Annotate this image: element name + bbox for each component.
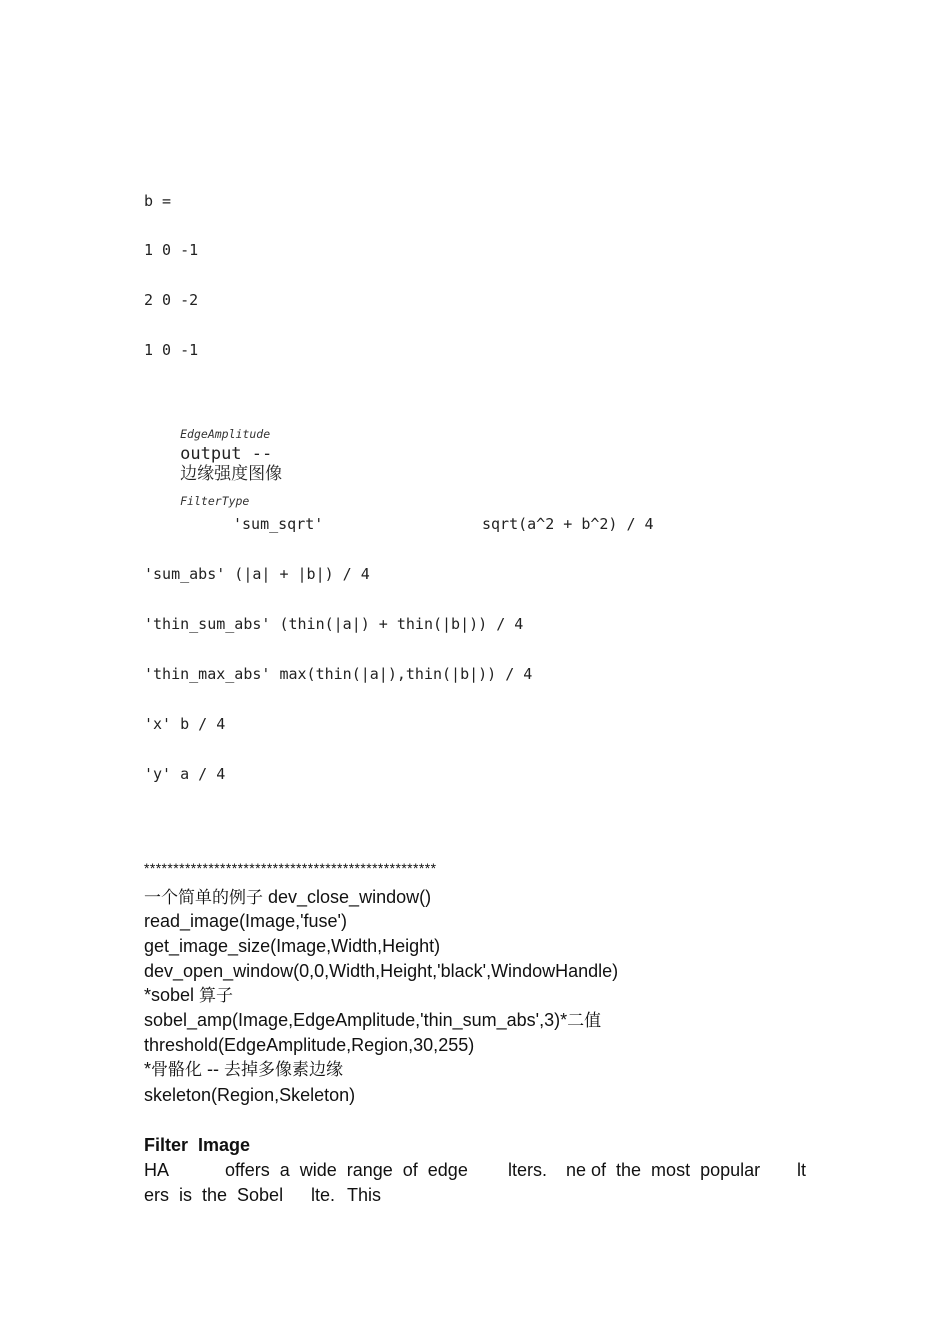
edge-amplitude-desc-cn: 边缘强度图像	[180, 464, 283, 484]
matrix-label: b =	[144, 192, 172, 210]
edge-amplitude-desc: output --	[180, 444, 273, 464]
filter-image-line1-part4: ne of the most popular	[566, 1160, 761, 1180]
sum-sqrt-formula: sqrt(a^2 + b^2) / 4	[482, 515, 654, 533]
filter-image-line2-part1: ers is the Sobel	[144, 1185, 284, 1205]
filter-type-row-thin-max-abs: 'thin_max_abs' max(thin(|a|),thin(|b|)) / 4	[144, 665, 533, 683]
filter-type-row-x: 'x' b / 4	[144, 715, 226, 733]
sobel-comment-cn: 算子	[199, 986, 234, 1006]
threshold-call-line: threshold(EdgeAmplitude,Region,30,255)	[144, 1035, 475, 1055]
separator-line: **************************************************	[144, 860, 437, 876]
skeleton-comment-prefix: *	[144, 1059, 152, 1079]
skeleton-comment-line	[144, 1058, 343, 1081]
example-intro-code: dev_close_window()	[263, 887, 432, 907]
skeleton-comment-cn: 骨骼化	[151, 1060, 203, 1080]
sum-sqrt-name: 'sum_sqrt'	[233, 515, 324, 533]
matrix-row-1: 1 0 -1	[144, 241, 199, 259]
filter-image-line1-part5: lt	[797, 1160, 806, 1180]
code-line-get-image-size: get_image_size(Image,Width,Height)	[144, 936, 441, 956]
filter-type-row-sum-abs: 'sum_abs' (|a| + |b|) / 4	[144, 565, 370, 583]
example-intro-line	[144, 886, 431, 909]
filter-image-line1-part1: HA	[144, 1160, 170, 1180]
skeleton-comment-mid: --	[202, 1059, 225, 1079]
sobel-call-line	[144, 1009, 601, 1032]
sobel-call: sobel_amp(Image,EdgeAmplitude,'thin_sum_abs',3)*	[144, 1010, 568, 1030]
matrix-row-3: 1 0 -1	[144, 341, 199, 359]
skeleton-call-line: skeleton(Region,Skeleton)	[144, 1085, 356, 1105]
sobel-comment-prefix: *sobel	[144, 985, 200, 1005]
filter-image-line2-part2: lte.	[311, 1185, 336, 1205]
code-line-read-image: read_image(Image,'fuse')	[144, 911, 347, 931]
sobel-comment-line	[144, 984, 233, 1007]
sobel-call-cn: 二值	[567, 1011, 602, 1031]
edge-amplitude-param: EdgeAmplitude	[180, 427, 271, 441]
filter-type-param: FilterType	[180, 494, 250, 508]
filter-type-row-thin-sum-abs: 'thin_sum_abs' (thin(|a|) + thin(|b|)) / 4	[144, 615, 524, 633]
example-intro-cn: 一个简单的例子	[144, 888, 263, 908]
filter-image-line1-part3: lters.	[508, 1160, 548, 1180]
filter-image-line1-part2: offers a wide range of edge	[225, 1160, 468, 1180]
skeleton-comment-cn2: 去掉多像素边缘	[224, 1060, 344, 1080]
filter-image-heading: Filter Image	[144, 1135, 251, 1155]
matrix-row-2: 2 0 -2	[144, 291, 199, 309]
filter-type-row-y: 'y' a / 4	[144, 765, 226, 783]
filter-image-line2-part3: This	[347, 1185, 382, 1205]
code-line-dev-open-window: dev_open_window(0,0,Width,Height,'black',WindowHandle)	[144, 961, 619, 981]
